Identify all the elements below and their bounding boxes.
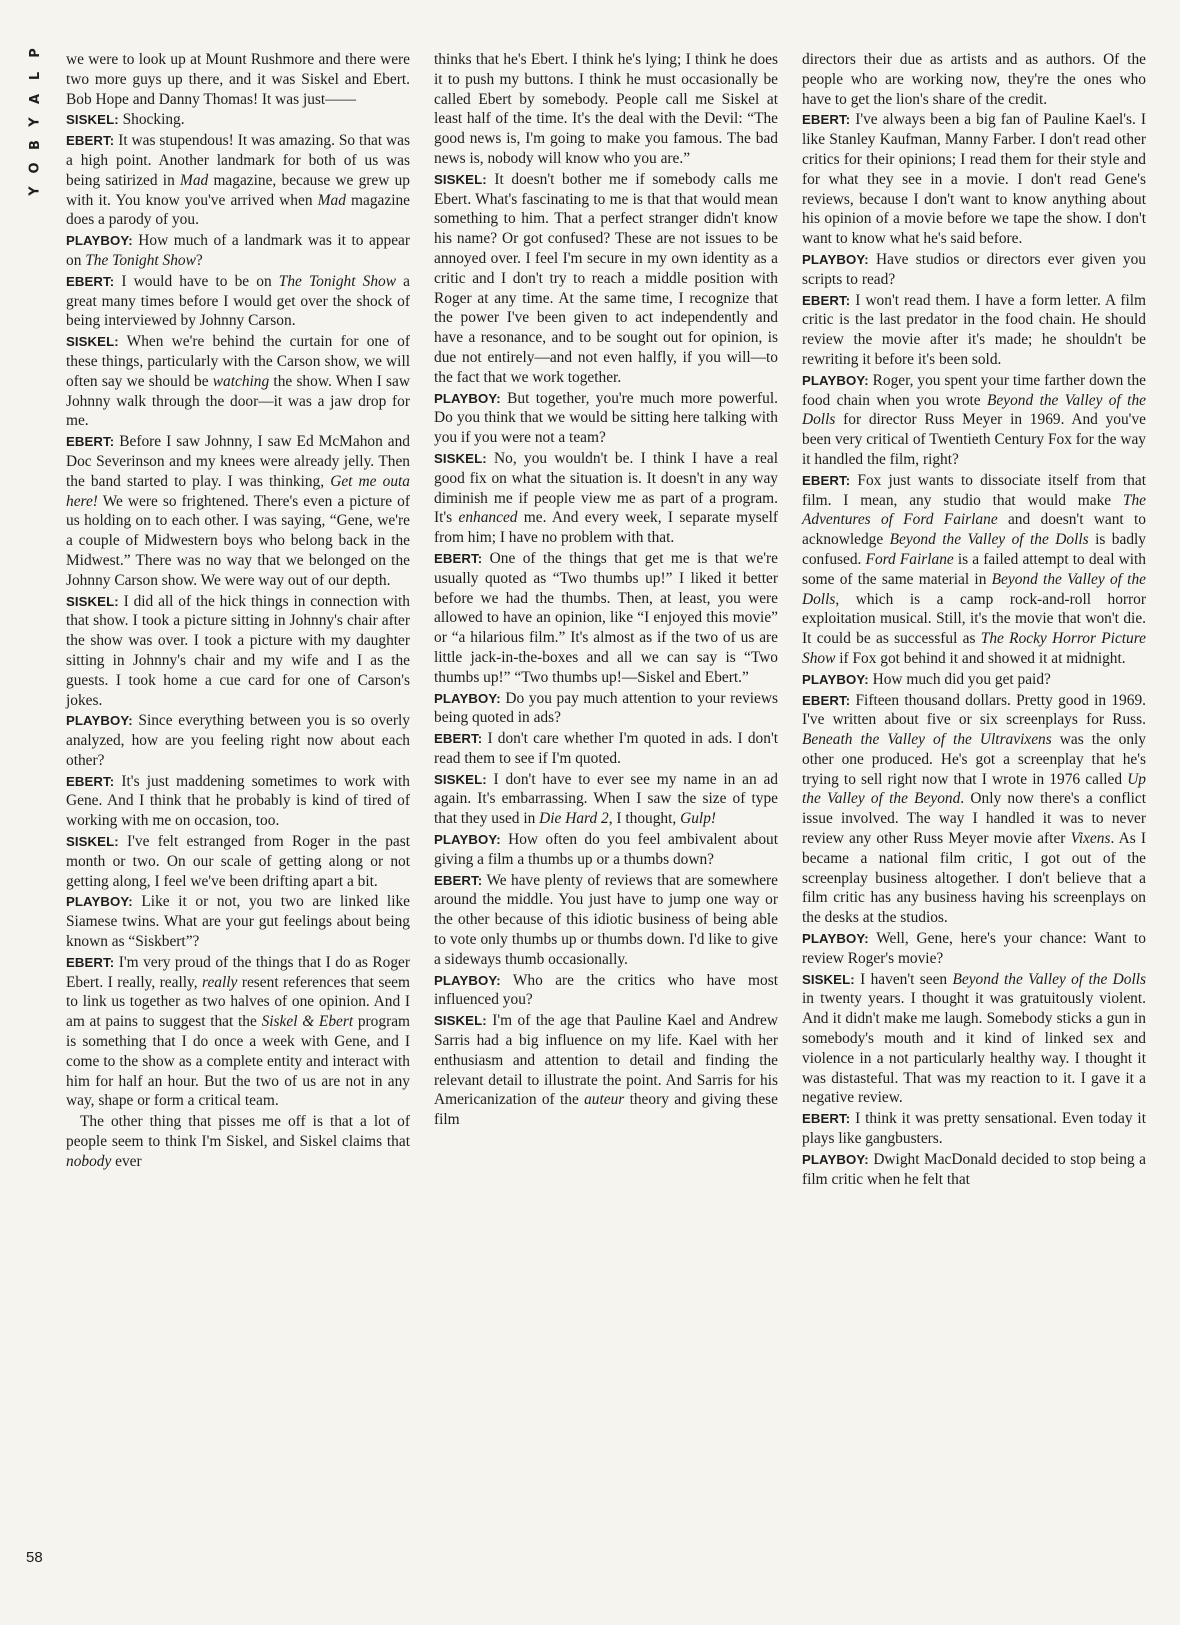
speaker-label: EBERT:: [66, 773, 115, 789]
interview-paragraph: [434, 170, 778, 388]
paragraph-text: I'm very proud of the things that I do as Roger Ebert. I really, really, really resent references that seem to link us together as two halves of one opinion. And I am at pains to suggest that the Siskel & Ebert program is something that I do once a week with Gene, and I come to the show as a complete entity and interact with him for half an hour. But the two of us are not in any way, shape or form a critical team.: [66, 953, 410, 1110]
paragraph-text: No, you wouldn't be. I think I have a real good fix on what the situation is. It doesn't in any way diminish me if people view me as part of a program. It's enhanced me. And every week, I separate myself from him; I have no problem with that.: [434, 449, 778, 547]
paragraph-text: Before I saw Johnny, I saw Ed McMahon and Doc Severinson and my knees were already jelly. Then the band started to play. I was thinking, Get me outa here! We were so frightened. There's even a picture of us holding on to each other. I was saying, “Gene, we're a couple of Midwestern boys who belong back in the Midwest.” There was no way that we belonged on the Johnny Carson show. We were way out of our depth.: [66, 433, 410, 589]
interview-paragraph: [802, 250, 1146, 290]
interview-paragraph: [434, 871, 778, 970]
paragraph-text: Fox just wants to dissociate itself from that film. I mean, any studio that would make The Adventures of Ford Fairlane and doesn't want to acknowledge Beyond the Valley of the Dolls is badly confused. Ford Fairlane is a failed attempt to deal with some of the same material in Beyond the Valley of the Dolls, which is a camp rock-and-roll horror exploitation musical. Still, it's the movie that won't die. It could be as successful as The Rocky Horror Picture Show if Fox got behind it and showed it at midnight.: [802, 471, 1146, 667]
paragraph-text: I haven't seen Beyond the Valley of the Dolls in twenty years. I thought it was gratuitously violent. And it didn't make me laugh. Somebody sticks a gun in somebody's mouth and it kind of linked sex and violence in a not particularly healthy way. I thought it was distasteful. That was my reaction to it. I gave it a negative review.: [802, 970, 1146, 1107]
interview-paragraph: [802, 50, 1146, 109]
interview-paragraph: [66, 131, 410, 230]
interview-paragraph: [802, 291, 1146, 370]
interview-paragraph: [802, 371, 1146, 470]
interview-paragraph: [434, 389, 778, 448]
interview-paragraph: [66, 953, 410, 1111]
speaker-label: EBERT:: [66, 954, 115, 970]
speaker-label: PLAYBOY:: [802, 671, 869, 687]
running-title-letter: A: [28, 93, 43, 105]
running-title-letter: B: [27, 140, 43, 150]
speaker-label: PLAYBOY:: [66, 233, 133, 249]
paragraph-text: How much of a landmark was it to appear on The Tonight Show?: [66, 232, 410, 269]
interview-paragraph: [66, 892, 410, 951]
interview-paragraph: [66, 272, 410, 331]
interview-paragraph: [66, 432, 410, 590]
running-title-letter: O: [28, 162, 43, 174]
speaker-label: EBERT:: [434, 550, 483, 566]
paragraph-text: But together, you're much more powerful. Do you think that we would be sitting here talking with you if you were not a team?: [434, 389, 778, 447]
speaker-label: SISKEL:: [66, 112, 119, 128]
speaker-label: PLAYBOY:: [434, 972, 501, 988]
interview-paragraph: [434, 50, 778, 169]
speaker-label: EBERT:: [802, 112, 851, 128]
paragraph-text: Shocking.: [122, 111, 185, 129]
paragraph-text: directors their due as artists and as authors. Of the people who are working now, they're the ones who have to get the lion's share of the credit.: [802, 51, 1146, 108]
speaker-label: EBERT:: [66, 273, 115, 289]
speaker-label: SISKEL:: [66, 593, 119, 609]
paragraph-text: I would have to be on The Tonight Show a great many times before I would get over the shock of being interviewed by Johnny Carson.: [66, 272, 410, 330]
speaker-label: SISKEL:: [434, 1013, 487, 1029]
paragraph-text: How often do you feel ambivalent about giving a film a thumbs up or a thumbs down?: [434, 831, 778, 868]
interview-paragraph: [66, 711, 410, 770]
speaker-label: PLAYBOY:: [434, 832, 501, 848]
speaker-label: SISKEL:: [66, 334, 119, 350]
speaker-label: PLAYBOY:: [434, 390, 501, 406]
paragraph-text: Dwight MacDonald decided to stop being a film critic when he felt that: [802, 1150, 1146, 1188]
interview-paragraph: [66, 110, 410, 130]
interview-paragraph: [434, 689, 778, 729]
speaker-label: EBERT:: [802, 292, 851, 308]
speaker-label: SISKEL:: [66, 834, 119, 850]
paragraph-text: Since everything between you is so overly analyzed, how are you feeling right now about each other?: [66, 712, 410, 769]
interview-paragraph: [802, 970, 1146, 1109]
paragraph-text: I don't care whether I'm quoted in ads. I don't read them to see if I'm quoted.: [434, 730, 778, 767]
paragraph-text: The other thing that pisses me off is that a lot of people seem to think I'm Siskel, and Siskel claims that nobody ever: [66, 1113, 410, 1170]
page-number: 58: [26, 1549, 43, 1566]
paragraph-text: Well, Gene, here's your chance: Want to review Roger's movie?: [802, 930, 1146, 967]
speaker-label: EBERT:: [802, 692, 851, 708]
speaker-label: EBERT:: [66, 133, 115, 149]
interview-paragraph: [66, 332, 410, 431]
interview-paragraph: [66, 832, 410, 891]
interview-paragraph: [802, 471, 1146, 669]
interview-paragraph: [66, 1112, 410, 1171]
speaker-label: EBERT:: [802, 1111, 851, 1127]
paragraph-text: Fifteen thousand dollars. Pretty good in 1969. I've written about five or six screenplays for Russ. Beneath the Valley of the Ultravixens was the only other one produced. He's got a screenplay that he's trying to sell right now that I wrote in 1976 called Up the Valley of the Beyond. Only now there's a conflict issue involved. The way I handled it was to never review any other Russ Meyer movie after Vixens. As I became a national film critic, I got out of the screenplay business altogether. I don't believe that a film critic has any business having his screenplays on the desks at the studios.: [802, 691, 1146, 927]
speaker-label: PLAYBOY:: [802, 931, 869, 947]
interview-paragraph: [66, 50, 410, 109]
interview-paragraph: [434, 1011, 778, 1130]
paragraph-text: we were to look up at Mount Rushmore and there were two more guys up there, and it was Siskel and Ebert. Bob Hope and Danny Thomas! It was just——: [66, 51, 410, 108]
speaker-label: SISKEL:: [434, 450, 487, 466]
paragraph-text: I did all of the hick things in connection with that show. I took a picture sitting in Johnny's chair after the show was over. I took a picture with my daughter sitting in Johnny's chair and my wife and I as the guests. I took home a cue card for one of Carson's jokes.: [66, 592, 410, 709]
paragraph-text: Like it or not, you two are linked like Siamese twins. What are your gut feelings about being known as “Siskbert”?: [66, 893, 410, 951]
paragraph-text: I've always been a big fan of Pauline Kael's. I like Stanley Kaufman, Manny Farber. I don't read other critics for their opinions; I read them for their style and for what they see in a movie. I don't read Gene's reviews, because I don't want to know anything about his opinion of a movie before we tape the show. I don't want to know what he's said before.: [802, 111, 1146, 248]
speaker-label: EBERT:: [66, 434, 115, 450]
speaker-label: SISKEL:: [802, 971, 855, 987]
text-column-3: [802, 50, 1146, 1190]
paragraph-text: How much did you get paid?: [872, 670, 1051, 688]
paragraph-text: Roger, you spent your time farther down the food chain when you wrote Beyond the Valley of the Dolls for director Russ Meyer in 1969. And you've been very critical of Twentieth Century Fox for the way it handled the film, right?: [802, 371, 1146, 468]
interview-paragraph: [802, 1109, 1146, 1149]
running-title-letter: Y: [27, 186, 43, 196]
paragraph-text: It doesn't bother me if somebody calls me Ebert. What's fascinating to me is that that would mean something to him. That a perfect stranger didn't know his name? Or got confused? These are not issues to be annoyed over. I feel I'm secure in my own identity as a critic and I don't try to reach a middle position with Roger at any time. At the same time, I recognize that the power I've been given to act independently and have a resonance, and to be sought out for opinion, is due not entirely—and not even halfly, if you will—to the fact that we work together.: [434, 170, 778, 386]
speaker-label: PLAYBOY:: [802, 251, 869, 267]
speaker-label: SISKEL:: [434, 771, 487, 787]
speaker-label: PLAYBOY:: [802, 372, 869, 388]
text-column-1: [66, 50, 410, 1173]
interview-paragraph: [434, 770, 778, 829]
paragraph-text: I think it was pretty sensational. Even today it plays like gangbusters.: [802, 1110, 1146, 1148]
interview-paragraph: [66, 231, 410, 271]
speaker-label: PLAYBOY:: [66, 713, 133, 729]
paragraph-text: Do you pay much attention to your reviews being quoted in ads?: [434, 689, 778, 727]
speaker-label: SISKEL:: [434, 171, 487, 187]
interview-paragraph: [434, 449, 778, 548]
interview-paragraph: [434, 729, 778, 769]
speaker-label: PLAYBOY:: [802, 1151, 869, 1167]
running-title: [24, 46, 48, 198]
paragraph-text: When we're behind the curtain for one of these things, particularly with the Carson show, we will often say we should be watching the show. When I saw Johnny walk through the door—it was a jaw drop for me.: [66, 333, 410, 430]
speaker-label: PLAYBOY:: [66, 894, 133, 910]
paragraph-text: It was stupendous! It was amazing. So that was a high point. Another landmark for both of us was being satirized in Mad magazine, because we grew up with it. You know you've arrived when Mad magazine does a parody of you.: [66, 132, 410, 229]
paragraph-text: I'm of the age that Pauline Kael and Andrew Sarris had a big influence on my life. Kael with her enthusiasm and attention to detail and finding the relevant detail to illustrate the point. And Sarris for his Americanization of the auteur theory and giving these film: [434, 1012, 778, 1129]
interview-paragraph: [802, 929, 1146, 969]
paragraph-text: I've felt estranged from Roger in the past month or two. On our scale of getting along or not getting along, I feel we've been drifting apart a bit.: [66, 833, 410, 890]
paragraph-text: One of the things that get me is that we're usually quoted as “Two thumbs up!” I liked it better before we had the thumbs. Then, at least, you were allowed to have an opinion, like “I enjoyed this movie” or “a hilarious film.” It's almost as if the two of us are little jack-in-the-boxes and all we can say is “Two thumbs up!” “Two thumbs up!—Siskel and Ebert.”: [434, 549, 778, 686]
paragraph-text: I won't read them. I have a form letter. A film critic is the last predator in the food chain. He should review the movie after it's made; he shouldn't be rewriting it before it's been sold.: [802, 291, 1146, 368]
interview-paragraph: [434, 830, 778, 870]
interview-paragraph: [802, 670, 1146, 690]
interview-paragraph: [802, 1150, 1146, 1190]
paragraph-text: thinks that he's Ebert. I think he's lying; I think he does it to push my buttons. I think he must occasionally be called Ebert by somebody. People call me Siskel at least half of the time. It's the deal with the Devil: “The good news is, I'm going to make you famous. The bad news is, nobody will know who you are.”: [434, 51, 778, 167]
speaker-label: EBERT:: [434, 731, 483, 747]
interview-paragraph: [434, 971, 778, 1011]
text-column-2: [434, 50, 778, 1131]
speaker-label: EBERT:: [802, 472, 851, 488]
interview-paragraph: [66, 772, 410, 831]
interview-paragraph: [66, 592, 410, 711]
paragraph-text: Who are the critics who have most influenced you?: [434, 971, 778, 1009]
interview-paragraph: [434, 549, 778, 688]
speaker-label: PLAYBOY:: [434, 690, 501, 706]
speaker-label: EBERT:: [434, 872, 483, 888]
interview-paragraph: [802, 110, 1146, 249]
running-title-letter: L: [27, 71, 43, 81]
paragraph-text: We have plenty of reviews that are somewhere around the middle. You just have to jump one way or the other because of this idiotic business of being able to vote only thumbs up or thumbs down. I'd like to give a sideways thumb occasionally.: [434, 871, 778, 968]
paragraph-text: I don't have to ever see my name in an ad again. It's embarrassing. When I saw the size of type that they used in Die Hard 2, I thought, Gulp!: [434, 770, 778, 828]
running-title-letter: P: [28, 48, 43, 58]
paragraph-text: It's just maddening sometimes to work with Gene. And I think that he probably is kind of tired of working with me on occasion, too.: [66, 772, 410, 830]
running-title-letter: Y: [27, 117, 43, 127]
paragraph-text: Have studios or directors ever given you scripts to read?: [802, 250, 1146, 288]
interview-paragraph: [802, 691, 1146, 929]
